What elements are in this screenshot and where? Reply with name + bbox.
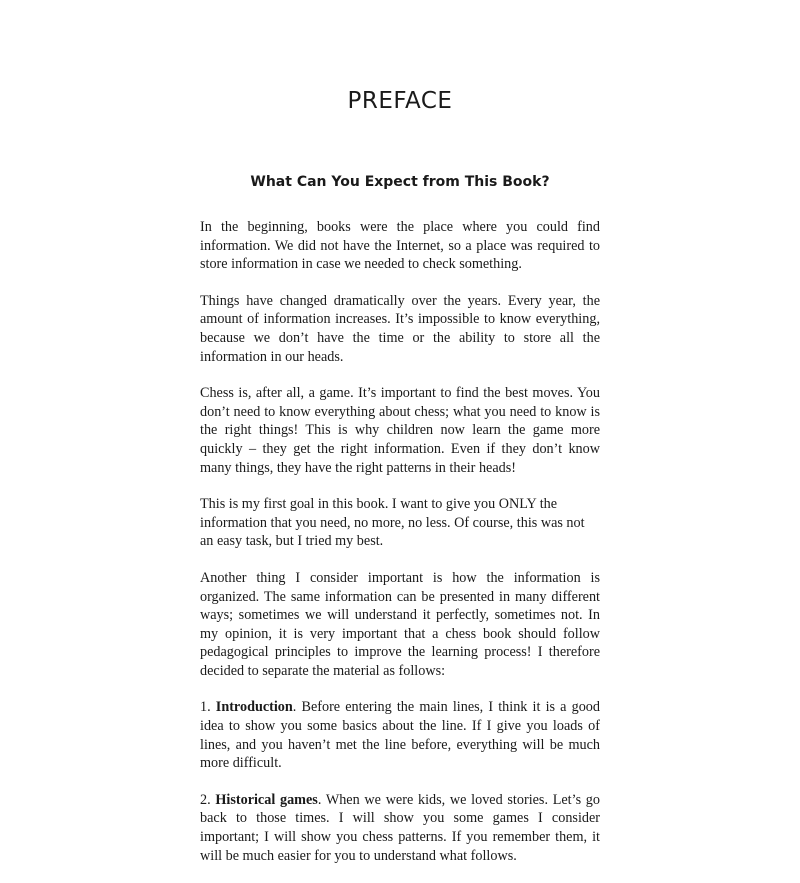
- page-title: PREFACE: [347, 88, 453, 114]
- list-item-title: Historical games: [215, 791, 318, 808]
- section-subtitle: What Can You Expect from This Book?: [250, 174, 550, 190]
- paragraph: Another thing I consider important is how the information is organized. The same information can be presented in many different ways; sometimes we will understand it perfectly, sometimes not. In my opinion, it is very important that a chess book should follow pedagogical principles to improve the learning process! I therefore decided to separate the material as follows:: [200, 569, 600, 679]
- list-item-number: 1.: [200, 699, 211, 716]
- paragraph: In the beginning, books were the place where you could find information. We did not have the Internet, so a place was required to store information in case we needed to check something.: [200, 219, 600, 273]
- list-item: [200, 698, 600, 772]
- list-item-text: . When we were kids, we loved stories. Let’s go back to those times. I will show you some games I consider important; I will show you chess patterns. If you remember them, it will be much easier for you to understand what follows.: [200, 791, 600, 864]
- paragraph: Chess is, after all, a game. It’s important to find the best moves. You don’t need to know everything about chess; what you need to know is the right things! This is why children now learn the game more quickly – they get the right information. Even if they don’t know many things, they have the right patterns in their heads!: [200, 385, 600, 476]
- list-item-title: Introduction: [215, 699, 293, 716]
- body-text: [200, 218, 600, 883]
- list-item: [200, 791, 600, 865]
- list-item-number: 2.: [200, 791, 211, 808]
- paragraph: Things have changed dramatically over the years. Every year, the amount of information increases. It’s impossible to know everything, because we don’t have the time or the ability to store all the information in our heads.: [200, 292, 600, 365]
- paragraph: This is my first goal in this book. I want to give you ONLY the information that you need, no more, no less. Of course, this was not an easy task, but I tried my best.: [200, 496, 585, 550]
- list-item-text: . Before entering the main lines, I think it is a good idea to show you some basics about the line. If I give you loads of lines, and you haven’t met the line before, everything will be much more difficult.: [200, 699, 600, 772]
